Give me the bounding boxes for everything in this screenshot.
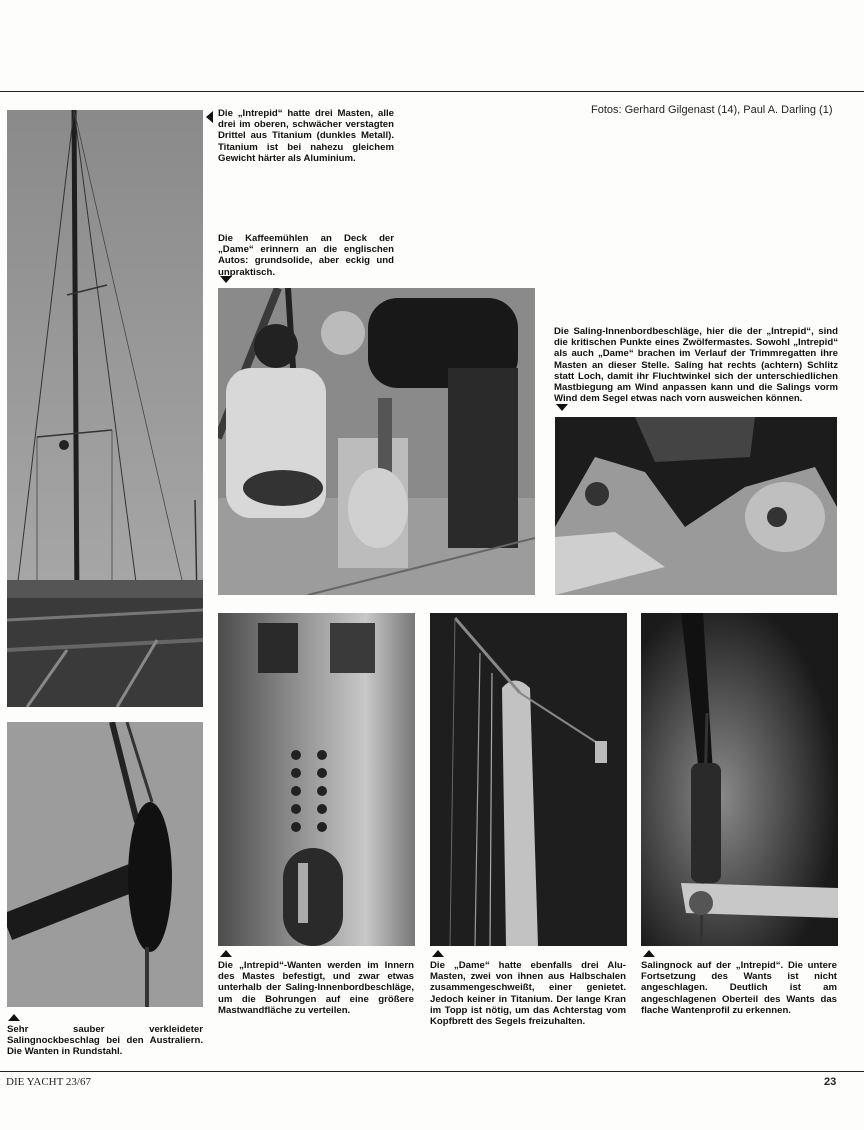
caption-intrepid-masts: Die „Intrepid“ hatte drei Masten, alle drei im oberen, schwächer verstagten Drittel aus Titanium (dunkles Metall). Titanium ist bei nahezu gleichem Gewicht härter als Aluminium. <box>218 108 394 164</box>
caption-pointer-up-icon <box>220 950 232 957</box>
magazine-name: DIE YACHT 23/67 <box>6 1076 91 1088</box>
caption-intrepid-shrouds: Die „Intrepid“-Wanten werden im Innern des Mastes befestigt, und zwar etwas unterhalb der Saling-Innenbordbeschläge, um die Bohrungen auf eine größere Mastwandfläche zu verteilen. <box>218 960 414 1016</box>
photo-spreader-fittings <box>555 417 837 595</box>
caption-pointer-down-icon <box>220 276 232 283</box>
caption-pointer-left-icon <box>206 111 213 123</box>
caption-coffee-grinders: Die Kaffeemühlen an Deck der „Dame“ erinnern an die englischen Autos: grundsolide, aber eckig und unpraktisch. <box>218 233 394 278</box>
caption-pointer-up-icon <box>8 1014 20 1021</box>
caption-pointer-down-icon <box>556 404 568 411</box>
caption-spreader-fittings: Die Saling-Innenbordbeschläge, hier die der „Intrepid“, sind die kritischen Punkte eines Zwölfermastes. Sowohl „Intrepid“ als auch „Dame“ brachen im Verlauf der Trimmregatten ihre Masten an dieser Stelle. Saling hat rechts (achtern) Schlitz statt Loch, damit ihr Fluchtwinkel sich der unterschiedlichen Mastbiegung am Wind anpassen kann und die Salings vorm Wind dem Segel etwas nach vorn ausweichen können. <box>554 326 838 405</box>
top-rule <box>0 91 864 92</box>
caption-pointer-up-icon <box>643 950 655 957</box>
photo-mast-tall <box>7 110 203 707</box>
photo-credits: Fotos: Gerhard Gilgenast (14), Paul A. Darling (1) <box>591 104 833 116</box>
photo-coffee-grinders <box>218 288 535 595</box>
page-number: 23 <box>824 1076 837 1088</box>
caption-pointer-up-icon <box>432 950 444 957</box>
caption-intrepid-spreader-tip: Salingnock auf der „Intrepid“. Die untere Fortsetzung des Wants ist nicht angeschlagen. Deutlich ist am angeschlagenen Oberteil des Wants das flache Wantenprofil zu erkennen. <box>641 960 837 1016</box>
footer-rule <box>0 1071 864 1072</box>
caption-dame-masts: Die „Dame“ hatte ebenfalls drei Alu-Masten, zwei von ihnen aus Halbschalen zusammengeschweißt, einer genietet. Jedoch keiner in Titanium. Der lange Kran im Topp ist nötig, um das Achterstag vom Kopfbrett des Segels freizuhalten. <box>430 960 626 1028</box>
photo-intrepid-shrouds <box>218 613 415 946</box>
caption-australian-spreader: Sehr sauber verkleideter Salingnockbeschlag bei den Australiern. Die Wanten in Rundstahl. <box>7 1024 203 1058</box>
photo-dame-mast <box>430 613 627 946</box>
photo-intrepid-spreader-tip <box>641 613 838 946</box>
photo-australian-spreader <box>7 722 203 1007</box>
